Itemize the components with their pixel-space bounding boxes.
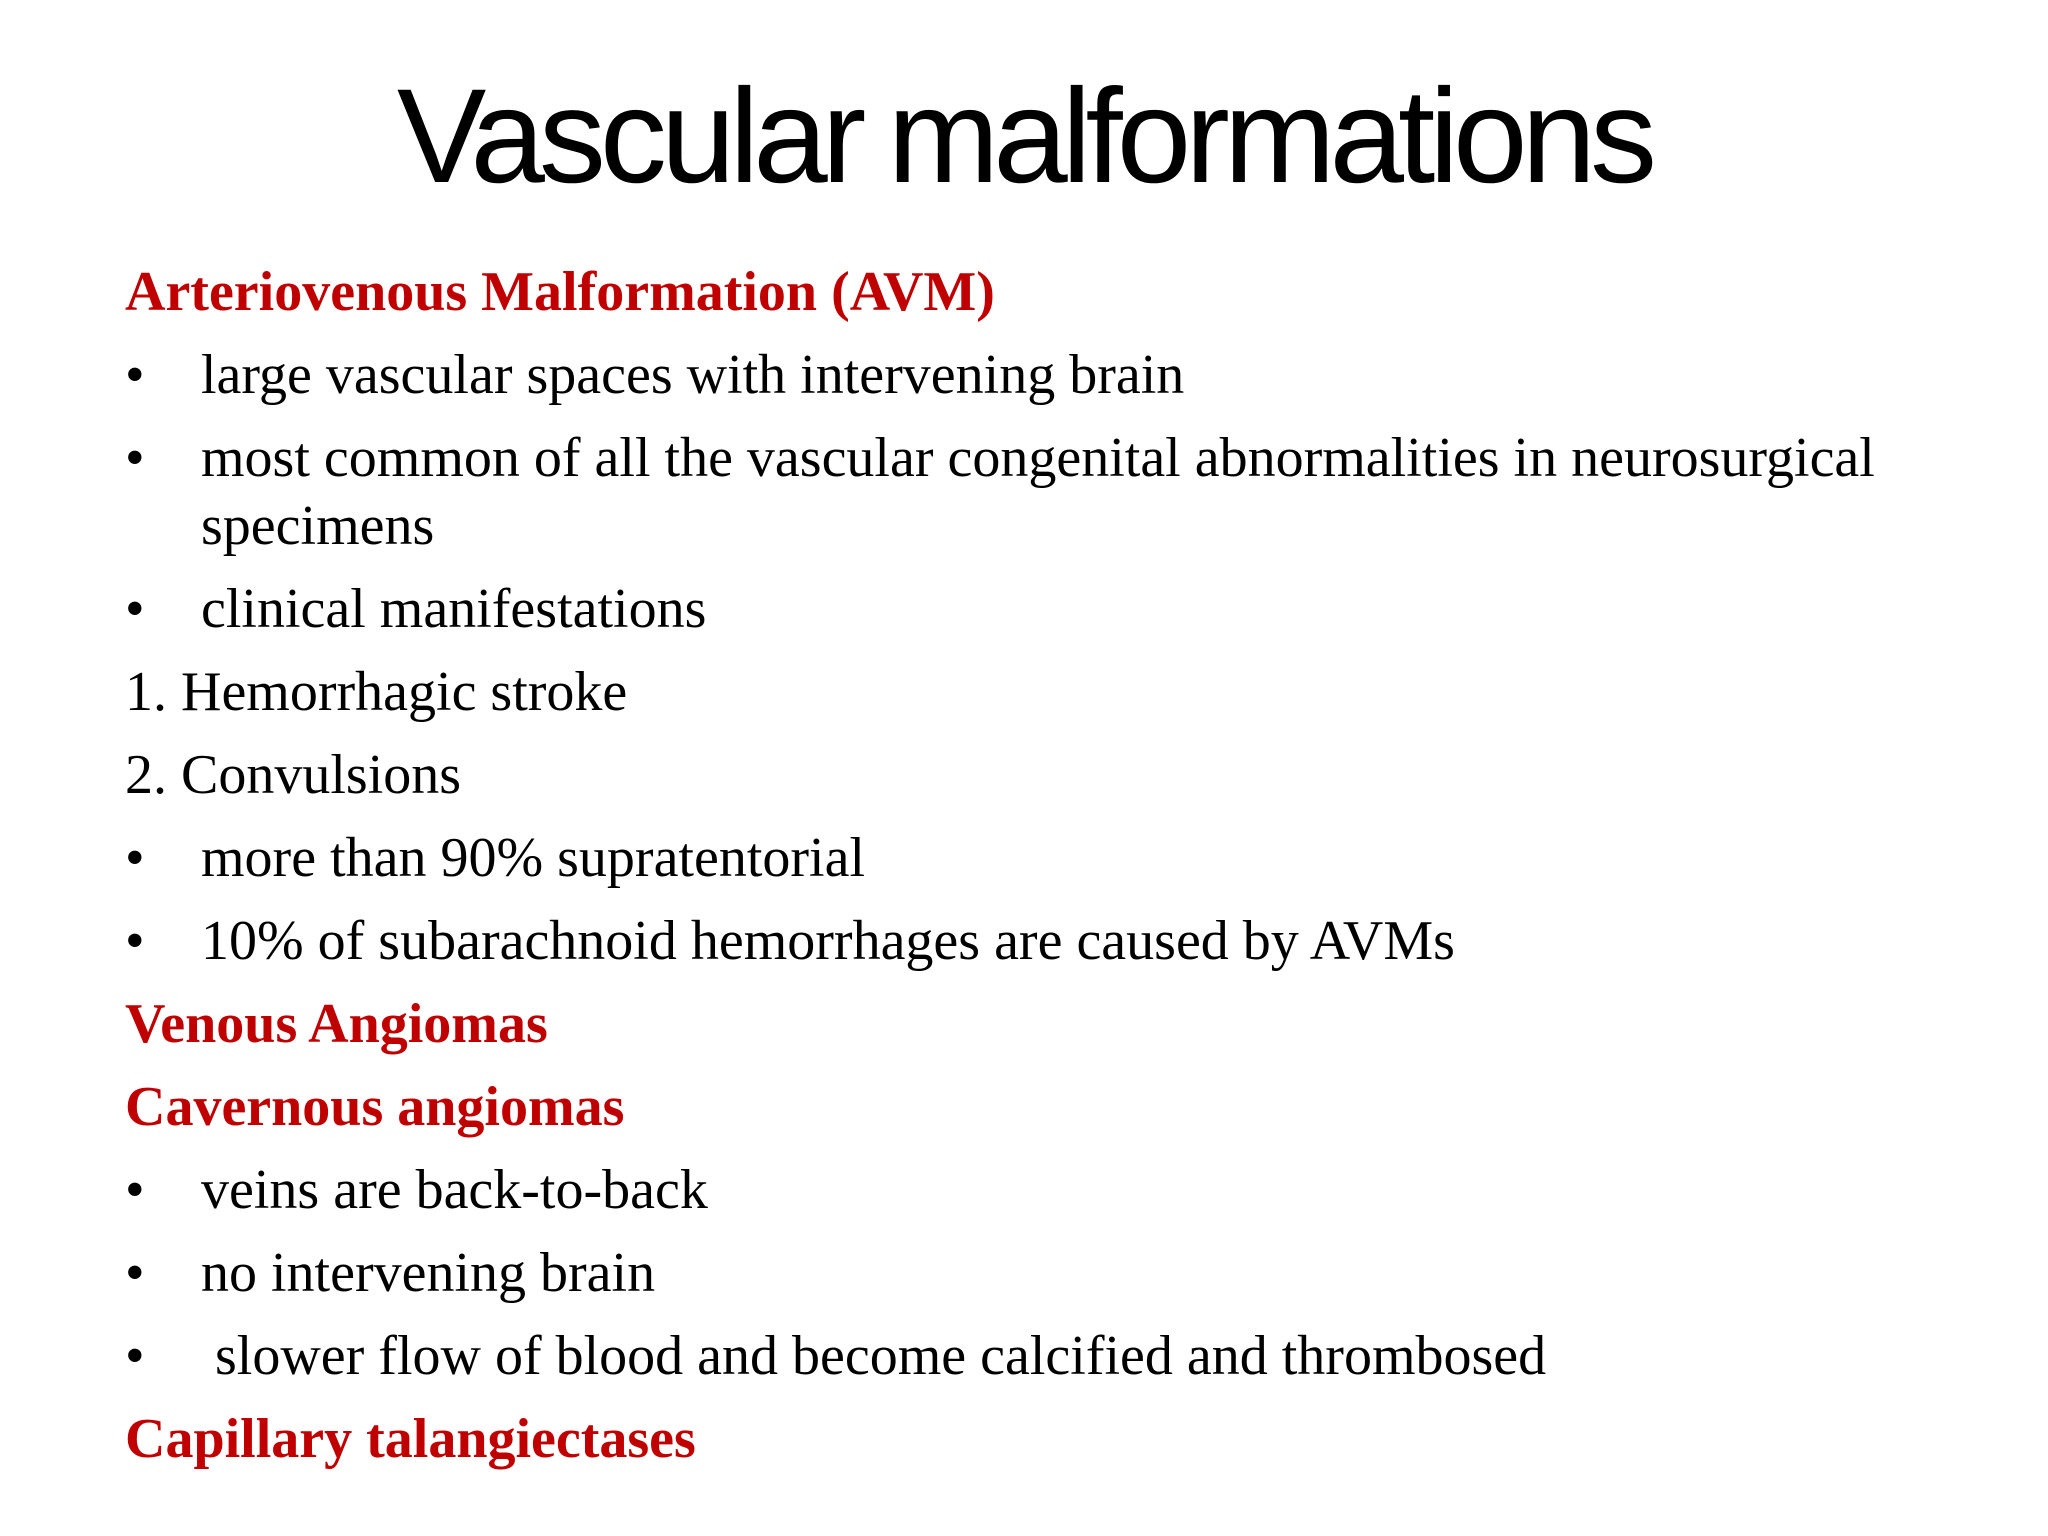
- bullet-icon: •: [125, 1242, 145, 1304]
- bullet-text: large vascular spaces with intervening brain: [201, 344, 1185, 406]
- bullet-item: [125, 824, 1975, 892]
- bullet-item: [125, 1322, 1975, 1390]
- bullet-item: [125, 575, 1975, 643]
- bullet-item: [125, 907, 1975, 975]
- bullet-item: [125, 341, 1975, 409]
- bullet-text: most common of all the vascular congenital abnormalities in neurosurgical specimens: [201, 427, 1875, 557]
- slide-title: Vascular malformations: [396, 62, 1652, 211]
- bullet-icon: •: [125, 910, 145, 972]
- slide-content: [125, 258, 1975, 1473]
- bullet-item: [125, 424, 1991, 560]
- bullet-icon: •: [125, 1159, 145, 1221]
- bullet-text: clinical manifestations: [201, 578, 707, 640]
- bullet-text: no intervening brain: [201, 1242, 656, 1304]
- bullet-icon: •: [125, 827, 145, 889]
- bullet-text: slower flow of blood and become calcified and thrombosed: [215, 1325, 1547, 1387]
- bullet-icon: •: [125, 344, 145, 406]
- numbered-item: 2. Convulsions: [125, 744, 462, 806]
- bullet-text: more than 90% supratentorial: [201, 827, 866, 889]
- bullet-text: 10% of subarachnoid hemorrhages are caused by AVMs: [201, 910, 1455, 972]
- bullet-item: [125, 1156, 1975, 1224]
- numbered-item: 1. Hemorrhagic stroke: [125, 661, 628, 723]
- bullet-icon: •: [125, 1325, 145, 1387]
- bullet-icon: •: [125, 427, 145, 489]
- bullet-item: [125, 1239, 1975, 1307]
- heading-capillary-talangiectases: Capillary talangiectases: [125, 1408, 696, 1470]
- heading-venous-angiomas: Venous Angiomas: [125, 993, 548, 1055]
- bullet-text: veins are back-to-back: [201, 1159, 708, 1221]
- heading-avm: Arteriovenous Malformation (AVM): [125, 261, 995, 323]
- heading-cavernous-angiomas: Cavernous angiomas: [125, 1076, 625, 1138]
- bullet-icon: •: [125, 578, 145, 640]
